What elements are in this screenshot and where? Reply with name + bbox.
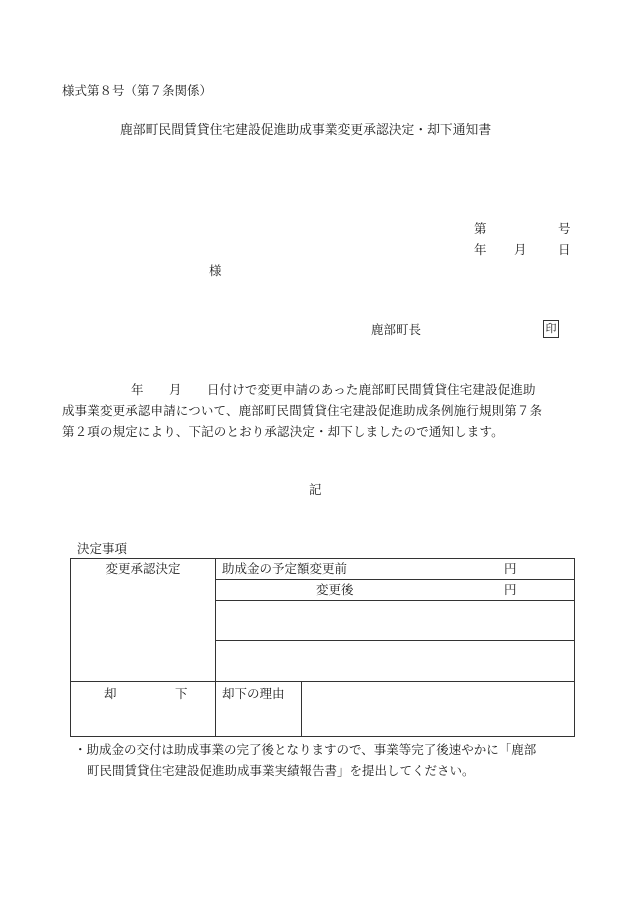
note-line: ・助成金の交付は助成事業の完了後となりますので、事業等完了後速やかに「鹿部 [74, 742, 537, 757]
reject-cell [71, 682, 216, 737]
ki-heading: 記 [309, 482, 322, 497]
amount-before-row [216, 559, 575, 580]
reject-reason-label: 却下の理由 [216, 682, 302, 737]
date-month: 月 [514, 242, 527, 257]
amount-after-row [216, 580, 575, 601]
amount-before-label: 助成金の予定額変更前 [222, 561, 348, 576]
date-day: 日 [558, 242, 571, 257]
seal-mark: 印 [543, 320, 559, 338]
issuer: 鹿部町長 [371, 322, 422, 337]
blank-cell [216, 601, 575, 641]
reject-char-2: 下 [175, 686, 188, 701]
reject-reason-field [302, 682, 575, 737]
body-text [62, 379, 582, 442]
note-text [74, 739, 594, 781]
body-line: 成事業変更承認申請について、鹿部町民間賃貸住宅建設促進助成条例施行規則第７条 [62, 403, 543, 418]
addressee-suffix: 様 [209, 263, 222, 278]
yen-label: 円 [504, 561, 517, 576]
approval-cell: 変更承認決定 [71, 559, 216, 682]
date-year: 年 [474, 242, 487, 257]
note-line: 町民間賃貸住宅建設促進助成事業実績報告書」を提出してください。 [87, 763, 475, 778]
body-line: 第２項の規定により、下記のとおり承認決定・却下しましたので通知します。 [62, 424, 504, 439]
doc-number-suffix: 号 [558, 221, 571, 236]
document-title: 鹿部町民間賃貸住宅建設促進助成事業変更承認決定・却下通知書 [120, 123, 492, 138]
decision-label: 決定事項 [77, 541, 128, 556]
decision-table [70, 558, 575, 737]
yen-label: 円 [504, 582, 517, 597]
doc-number-prefix: 第 [474, 221, 487, 236]
blank-cell [216, 641, 575, 682]
form-number: 様式第８号（第７条関係） [62, 83, 213, 98]
amount-after-label: 変更後 [316, 582, 354, 597]
body-line: 年 月 日付けで変更申請のあった鹿部町民間賃貸住宅建設促進助 [131, 382, 536, 397]
reject-char-1: 却 [104, 686, 117, 701]
